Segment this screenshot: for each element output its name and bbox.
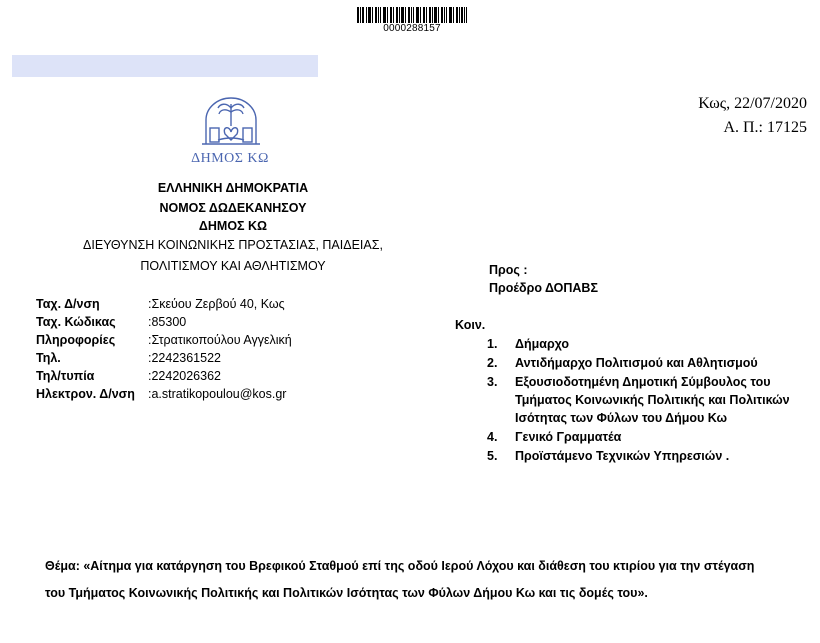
contact-value: :Σκεύου Ζερβού 40, Κως: [148, 297, 285, 311]
header-directorate-line2: ΠΟΛΙΤΙΣΜΟΥ ΚΑΙ ΑΘΛΗΤΙΣΜΟΥ: [140, 259, 326, 273]
list-item: [487, 354, 807, 372]
recipient-label: Προς :: [489, 263, 528, 277]
barcode-number: 0000288157: [383, 23, 441, 34]
cc-label: Κοιν.: [455, 318, 486, 332]
recipient-block: [489, 261, 598, 297]
contact-row-email: [36, 385, 292, 403]
contact-info: [36, 295, 292, 403]
list-item-number: 4.: [487, 430, 498, 444]
logo-text: ΔΗΜΟΣ ΚΩ: [191, 151, 269, 166]
list-item-text: Αντιδήμαρχο Πολιτισμού και Αθλητισμού: [515, 356, 758, 370]
contact-row-fax: [36, 367, 292, 385]
contact-label: Ταχ. Κώδικας: [36, 315, 116, 329]
list-item-number: 1.: [487, 337, 498, 351]
contact-value: :Στρατικοπούλου Αγγελική: [148, 333, 292, 347]
contact-label: Τηλ/τυπία: [36, 369, 95, 383]
list-item-text: Εξουσιοδοτημένη Δημοτική Σύμβουλος του Τμήματος Κοινωνικής Πολιτικής και Πολιτικών Ισότητας των Φύλων του Δήμου Κω: [515, 375, 790, 425]
municipality-logo-icon: [198, 96, 264, 148]
contact-label: Τηλ.: [36, 351, 61, 365]
cc-list: [487, 335, 807, 466]
list-item: [487, 335, 807, 353]
subject-line: Θέμα: «Αίτημα για κατάργηση του Βρεφικού Σταθμού επί της οδού Ιερού Λόχου και διάθεση του κτιρίου για την στέγαση του Τμήματος Κοινωνικής Πολιτικής και Πολιτικών Ισότητας των Φύλων Δήμου Κω και τις δομές του».: [45, 559, 755, 600]
list-item-text: Δήμαρχο: [515, 337, 570, 351]
list-item-number: 5.: [487, 449, 498, 463]
highlight-bar: [12, 55, 318, 77]
list-item-number: 2.: [487, 356, 498, 370]
contact-label: Πληροφορίες: [36, 333, 116, 347]
list-item: [487, 373, 807, 427]
contact-row-info: [36, 331, 292, 349]
contact-value: :85300: [148, 315, 187, 329]
contact-email-link[interactable]: :a.stratikopoulou@kos.gr: [148, 387, 287, 401]
contact-value: :2242361522: [148, 351, 221, 365]
contact-row-address: [36, 295, 292, 313]
contact-row-phone: [36, 349, 292, 367]
list-item-text: Προϊστάμενο Τεχνικών Υπηρεσιών .: [515, 449, 730, 463]
barcode: [357, 7, 467, 23]
list-item-number: 3.: [487, 375, 498, 389]
header-municipality: ΔΗΜΟΣ ΚΩ: [198, 219, 268, 233]
contact-label: Ηλεκτρον. Δ/νση: [36, 387, 135, 401]
protocol-number: Α. Π.: 17125: [723, 119, 807, 136]
header-directorate-line1: ΔΙΕΥΘΥΝΣΗ ΚΟΙΝΩΝΙΚΗΣ ΠΡΟΣΤΑΣΙΑΣ, ΠΑΙΔΕΙΑΣ,: [83, 238, 383, 252]
header-prefecture: ΝΟΜΟΣ ΔΩΔΕΚΑΝΗΣΟΥ: [159, 201, 307, 215]
list-item: [487, 428, 807, 446]
contact-value: :2242026362: [148, 369, 221, 383]
contact-label: Ταχ. Δ/νση: [36, 297, 100, 311]
list-item: [487, 447, 807, 465]
header-republic: ΕΛΛΗΝΙΚΗ ΔΗΜΟΚΡΑΤΙΑ: [157, 181, 309, 195]
document-date: Κως, 22/07/2020: [698, 95, 807, 112]
recipient-name: Προέδρο ΔΟΠΑΒΣ: [489, 281, 598, 295]
list-item-text: Γενικό Γραμματέα: [515, 430, 622, 444]
contact-row-postcode: [36, 313, 292, 331]
